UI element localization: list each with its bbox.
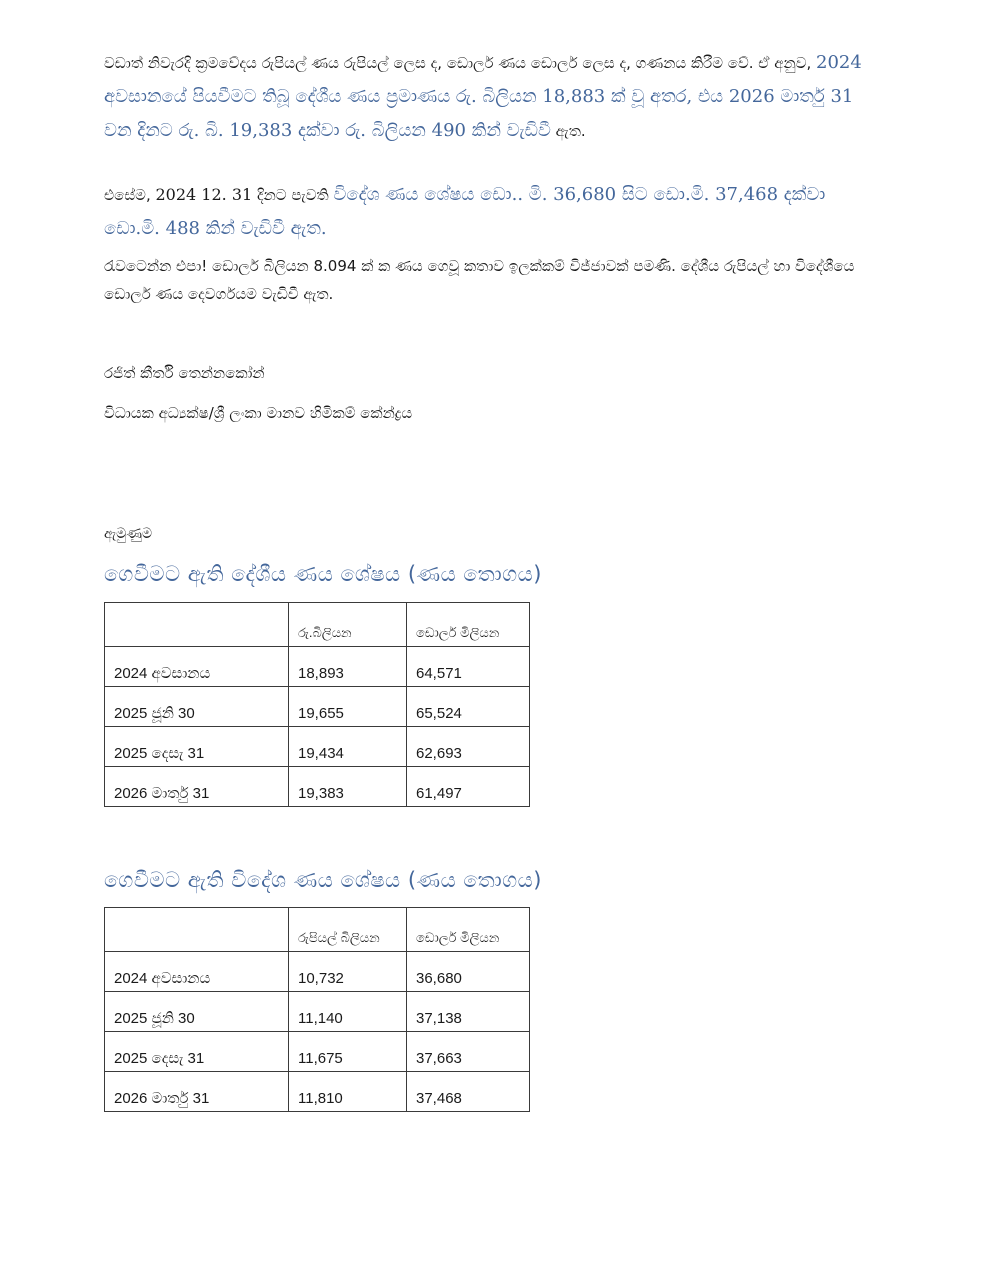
header-cell-rupees: රු.බිලියන [289,603,407,647]
author-role: විධායක අධ්‍යක්ෂ/ශ්‍රී ලංකා මානව හිමිකම් කේන්ද්‍රය [104,404,413,422]
dollar-value-cell: 37,468 [407,1072,530,1112]
dollar-value-cell: 37,663 [407,1032,530,1072]
period-cell: 2024 අවසානය [105,647,289,687]
paragraph-foreign-debt [104,178,874,246]
foreign-debt-table [104,907,530,1112]
rupee-value-cell: 19,434 [289,727,407,767]
table-row [105,952,530,992]
dollar-value-cell: 36,680 [407,952,530,992]
header-cell-period [105,603,289,647]
dollar-value-cell: 61,497 [407,767,530,807]
period-cell: 2025 දෙසැ 31 [105,1032,289,1072]
header-cell-dollars: ඩොලර් මිලියන [407,908,530,952]
table-header-row [105,908,530,952]
foreign-debt-table-title: ගෙවීමට ඇති විදේශ ණය ශේෂය (ණය තොගය) [104,868,542,892]
rupee-value-cell: 10,732 [289,952,407,992]
foreign-debt-highlight: විදේශ ණය ශේෂය ඩො.. මි. 36,680 සිට ඩො.මි. 37,468 දක්වා ඩො.මි. 488 කින් වැඩිවී ඇත. [104,184,826,239]
domestic-debt-highlight: 2024 අවසානයේ පියවීමට තිබූ දේශීය ණය ප්‍රමාණය රු. බිලියන 18,883 ක් වූ අතර, එය 2026 මාර්තු 31 වන දිනට රු. බි. 19,383 දක්වා රු. බිලියන 490 කින් වැඩිවී [104,52,862,141]
dollar-value-cell: 64,571 [407,647,530,687]
rupee-value-cell: 11,140 [289,992,407,1032]
table-row [105,767,530,807]
period-cell: 2026 මාර්තු 31 [105,1072,289,1112]
rupee-value-cell: 11,810 [289,1072,407,1112]
dollar-value-cell: 62,693 [407,727,530,767]
paragraph-warning: රැවටෙන්න එපා! ඩොලර් බිලියන 8.094 ක් ක ණය ගෙවූ කතාව ඉලක්කම් විජ්ජාවක් පමණි. දේශීය රුපියල් හා විදේශීයෙ ඩොලර් ණය දෙවර්ගයම වැඩිවී ඇත. [104,257,855,303]
table-header-row [105,603,530,647]
table-row [105,647,530,687]
table-row [105,687,530,727]
header-cell-rupees: රුපියල් බිලියන [289,908,407,952]
table-row [105,992,530,1032]
paragraph-foreign-mid: දිනට පැවති [252,186,334,204]
period-cell: 2024 අවසානය [105,952,289,992]
author-name: රජිත් කීර්ති තෙන්නකෝන් [104,364,265,382]
rupee-value-cell: 19,655 [289,687,407,727]
header-cell-dollars: ඩොලර් මිලියන [407,603,530,647]
domestic-debt-table-title: ගෙවීමට ඇති දේශීය ණය ශේෂය (ණය තොගය) [104,562,542,586]
period-cell: 2025 ජූනි 30 [105,992,289,1032]
domestic-debt-table [104,602,530,807]
header-cell-period [105,908,289,952]
annex-label: ඇමුණුම [104,526,153,542]
rupee-value-cell: 18,893 [289,647,407,687]
foreign-debt-date: 2024 12. 31 [155,185,253,204]
paragraph-method [104,46,874,148]
paragraph-method-intro: වඩාත් නිවැරදි ක්‍රමවේදය රුපියල් ණය රුපියල් ලෙස ද, ඩොලර් ණය ඩොලර් ලෙස ද, ගණනය කිරීම වේ. ඒ අනුව, [104,54,817,72]
period-cell: 2025 ජූනි 30 [105,687,289,727]
period-cell: 2026 මාර්තු 31 [105,767,289,807]
dollar-value-cell: 37,138 [407,992,530,1032]
paragraph-foreign-intro: එසේම, [104,186,156,204]
dollar-value-cell: 65,524 [407,687,530,727]
period-cell: 2025 දෙසැ 31 [105,727,289,767]
table-row [105,727,530,767]
paragraph-method-end: ඇත. [550,122,586,140]
rupee-value-cell: 11,675 [289,1032,407,1072]
table-row [105,1072,530,1112]
rupee-value-cell: 19,383 [289,767,407,807]
table-row [105,1032,530,1072]
